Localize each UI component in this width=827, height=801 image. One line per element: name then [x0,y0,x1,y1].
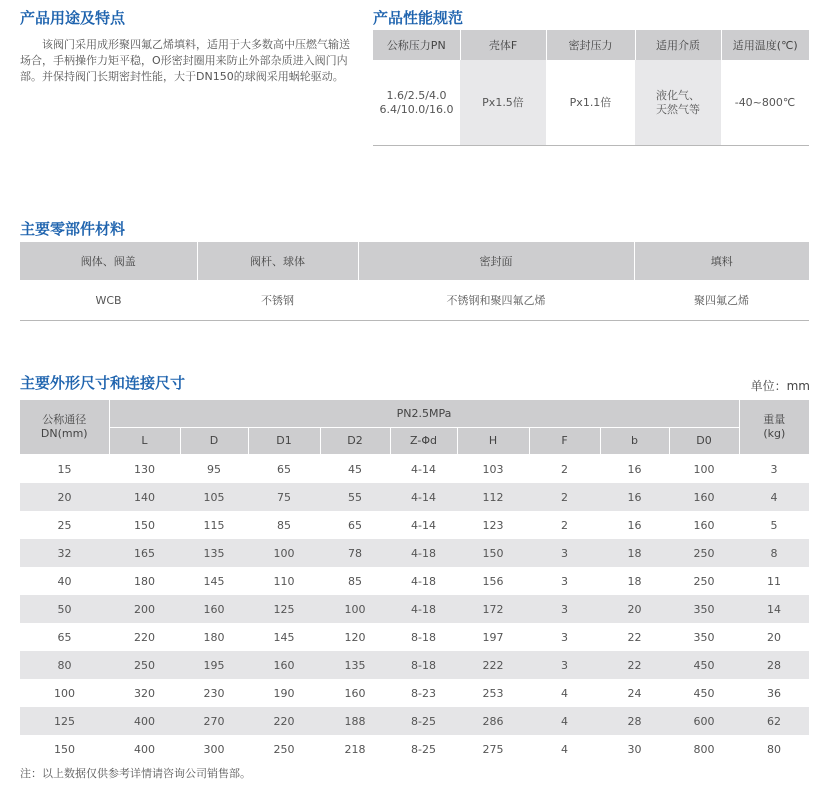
table-cell: 150 [457,539,529,567]
dimensions-table [20,400,809,763]
table-cell: 220 [248,707,320,735]
table-cell: 85 [277,518,291,532]
dimensions-title: 主要外形尺寸和连接尺寸 [20,374,186,392]
table-row [20,511,809,539]
header-nominal-diameter [20,400,109,455]
table-cell: 100 [320,595,390,623]
materials-table [20,242,809,321]
table-cell: 4 [739,483,809,511]
medium-line-2: 天然气等 [656,102,700,116]
table-cell: 40 [57,574,72,588]
table-cell: 275 [482,742,504,756]
table-row [20,483,809,511]
table-cell: 14 [739,595,809,623]
pressure-line-1: 1.6/2.5/4.0 [386,88,447,102]
table-row [20,679,809,707]
table-cell: 230 [203,686,225,700]
table-row [20,735,809,763]
table-cell: 5 [770,518,778,532]
packing-material: 聚四氟乙烯 [694,294,749,307]
table-cell: 300 [203,742,225,756]
table-cell: 25 [57,518,72,532]
table-cell: 125 [20,707,109,735]
table-cell: 16 [627,462,642,476]
table-cell: 286 [457,707,529,735]
table-cell: 450 [669,651,739,679]
materials-value-row [20,280,809,321]
temperature-value: -40~800℃ [734,95,796,109]
table-cell: 20 [600,595,669,623]
header-d: D [180,428,248,455]
table-cell: 156 [482,574,504,588]
table-cell: 100 [54,686,75,700]
table-cell: 250 [693,574,715,588]
table-cell: 36 [767,686,782,700]
table-cell: 112 [457,483,529,511]
header-body: 阀体、阀盖 [20,242,197,280]
table-cell: 800 [693,742,715,756]
table-cell: 350 [693,630,715,644]
table-cell: 400 [134,742,155,756]
table-cell: 22 [600,651,669,679]
materials-header-row [20,242,809,280]
table-cell: 115 [203,518,225,532]
table-cell: 11 [767,574,782,588]
body-material: WCB [95,293,122,307]
table-cell: 24 [627,686,642,700]
table-cell: 8 [739,539,809,567]
header-h: H [457,428,529,455]
table-cell: 220 [134,630,155,644]
table-cell: 140 [109,483,180,511]
table-cell: 78 [320,539,390,567]
table-cell: 600 [669,707,739,735]
nominal-pressure-value [373,60,460,146]
performance-title: 产品性能规范 [373,9,464,27]
weight-header-line-1: 重量 [763,413,786,426]
table-cell: 253 [482,686,504,700]
table-row [20,623,809,651]
table-cell: 145 [203,574,225,588]
table-cell: 28 [739,651,809,679]
table-cell: 4-18 [411,574,436,588]
table-cell: 4 [561,686,568,700]
table-cell: 65 [348,518,362,532]
table-cell: 100 [693,462,715,476]
table-cell: 222 [457,651,529,679]
seal-face-material: 不锈钢和聚四氟乙烯 [446,294,546,307]
header-l: L [109,428,180,455]
table-cell: 250 [669,539,739,567]
table-cell: 80 [20,651,109,679]
table-cell: 80 [767,742,782,756]
header-seal-pressure: 密封压力 [546,30,635,60]
header-stem: 阀杆、球体 [197,242,358,280]
table-cell: 4-14 [411,518,436,532]
table-cell: 16 [600,483,669,511]
table-cell: 2 [529,483,600,511]
table-cell: 8-18 [390,651,457,679]
header-medium: 适用介质 [635,30,721,60]
usage-title: 产品用途及特点 [20,9,126,27]
table-cell: 150 [54,742,75,756]
table-cell: 55 [320,483,390,511]
table-cell: 172 [457,595,529,623]
table-row [20,595,809,623]
table-cell: 45 [348,462,362,476]
table-cell: 62 [739,707,809,735]
table-cell: 135 [180,539,248,567]
table-cell: 85 [348,574,362,588]
table-cell: 20 [20,483,109,511]
unit-label: 单位：mm [750,379,810,393]
header-weight [739,400,809,455]
table-row [20,707,809,735]
header-pressure-group: PN2.5MPa [109,400,739,428]
table-cell: 100 [248,539,320,567]
table-cell: 18 [627,574,642,588]
table-cell: 3 [529,651,600,679]
footnote: 注：以上数据仅供参考详情请咨询公司销售部。 [20,767,251,780]
table-cell: 3 [529,595,600,623]
table-cell: 20 [767,630,782,644]
header-temperature: 适用温度(℃) [721,30,809,60]
medium-line-1: 液化气、 [656,88,700,102]
dimensions-body [20,455,809,764]
table-cell: 32 [20,539,109,567]
table-cell: 8-18 [411,630,436,644]
table-cell: 105 [180,483,248,511]
table-cell: 160 [344,686,366,700]
header-packing: 填料 [634,242,809,280]
table-cell: 150 [134,518,155,532]
table-cell: 4-14 [390,483,457,511]
table-cell: 165 [109,539,180,567]
table-cell: 145 [273,630,295,644]
usage-description: 该阀门采用成形聚四氟乙烯填料，适用于大多数高中压燃气输送场合，手柄操作力矩平稳，O形密封圈用来防止外部杂质进入阀门内部。并保持阀门长期密封性能，大于DN150的球阀采用蜗轮驱动。 [20,38,350,83]
table-cell: 75 [248,483,320,511]
dn-header-line-2: DN(mm) [40,427,88,440]
medium-value [635,60,721,146]
pressure-line-2: 6.4/10.0/16.0 [379,102,454,116]
table-cell: 160 [248,651,320,679]
header-shell: 壳体F [460,30,546,60]
table-cell: 4-14 [411,462,436,476]
table-cell: 180 [203,630,225,644]
weight-header-line-2: (kg) [763,427,786,440]
table-cell: 188 [320,707,390,735]
table-cell: 4-18 [390,539,457,567]
table-cell: 130 [134,462,155,476]
performance-header-row [373,30,809,60]
stem-material: 不锈钢 [261,294,294,307]
dimensions-header-row-2 [20,428,809,455]
dn-header-line-1: 公称通径 [42,413,87,426]
table-row [20,651,809,679]
table-cell: 8-25 [390,707,457,735]
table-cell: 3 [561,630,568,644]
table-cell: 160 [693,518,715,532]
table-cell: 110 [273,574,295,588]
table-row [20,455,809,484]
table-cell: 3 [561,574,568,588]
header-f: F [529,428,600,455]
table-cell: 2 [561,518,568,532]
table-cell: 450 [693,686,715,700]
shell-value: Px1.5倍 [460,60,546,146]
table-cell: 135 [320,651,390,679]
table-cell: 160 [180,595,248,623]
table-cell: 350 [669,595,739,623]
table-cell: 190 [273,686,295,700]
table-cell: 22 [627,630,642,644]
table-cell: 120 [344,630,366,644]
table-cell: 4-18 [390,595,457,623]
table-cell: 3 [770,462,778,476]
table-cell: 103 [482,462,504,476]
table-cell: 95 [207,462,221,476]
table-cell: 15 [57,462,72,476]
header-d0: D0 [669,428,739,455]
table-cell: 250 [109,651,180,679]
table-cell: 18 [600,539,669,567]
table-cell: 50 [20,595,109,623]
table-cell: 320 [134,686,155,700]
header-d2: D2 [320,428,390,455]
table-cell: 200 [109,595,180,623]
seal-value: Px1.1倍 [569,95,612,109]
header-z-phi-d: Z-Φd [390,428,457,455]
table-cell: 4 [561,742,568,756]
table-cell: 270 [180,707,248,735]
table-cell: 8-23 [411,686,436,700]
table-cell: 30 [627,742,642,756]
table-cell: 8-25 [411,742,436,756]
table-cell: 123 [482,518,504,532]
table-cell: 3 [529,539,600,567]
table-cell: 195 [180,651,248,679]
table-cell: 65 [57,630,72,644]
header-seal-face: 密封面 [358,242,634,280]
table-cell: 28 [600,707,669,735]
table-cell: 65 [277,462,291,476]
table-cell: 4 [529,707,600,735]
performance-table [373,30,809,146]
performance-value-row [373,60,809,146]
table-cell: 400 [109,707,180,735]
table-cell: 180 [134,574,155,588]
table-row [20,539,809,567]
header-b: b [600,428,669,455]
materials-title: 主要零部件材料 [20,220,126,238]
table-cell: 250 [273,742,295,756]
header-d1: D1 [248,428,320,455]
table-cell: 16 [627,518,642,532]
table-row [20,567,809,595]
header-nominal-pressure: 公称压力PN [373,30,460,60]
table-cell: 197 [482,630,504,644]
table-cell: 125 [248,595,320,623]
dimensions-header-row-1 [20,400,809,428]
table-cell: 160 [669,483,739,511]
table-cell: 218 [344,742,366,756]
table-cell: 2 [561,462,568,476]
